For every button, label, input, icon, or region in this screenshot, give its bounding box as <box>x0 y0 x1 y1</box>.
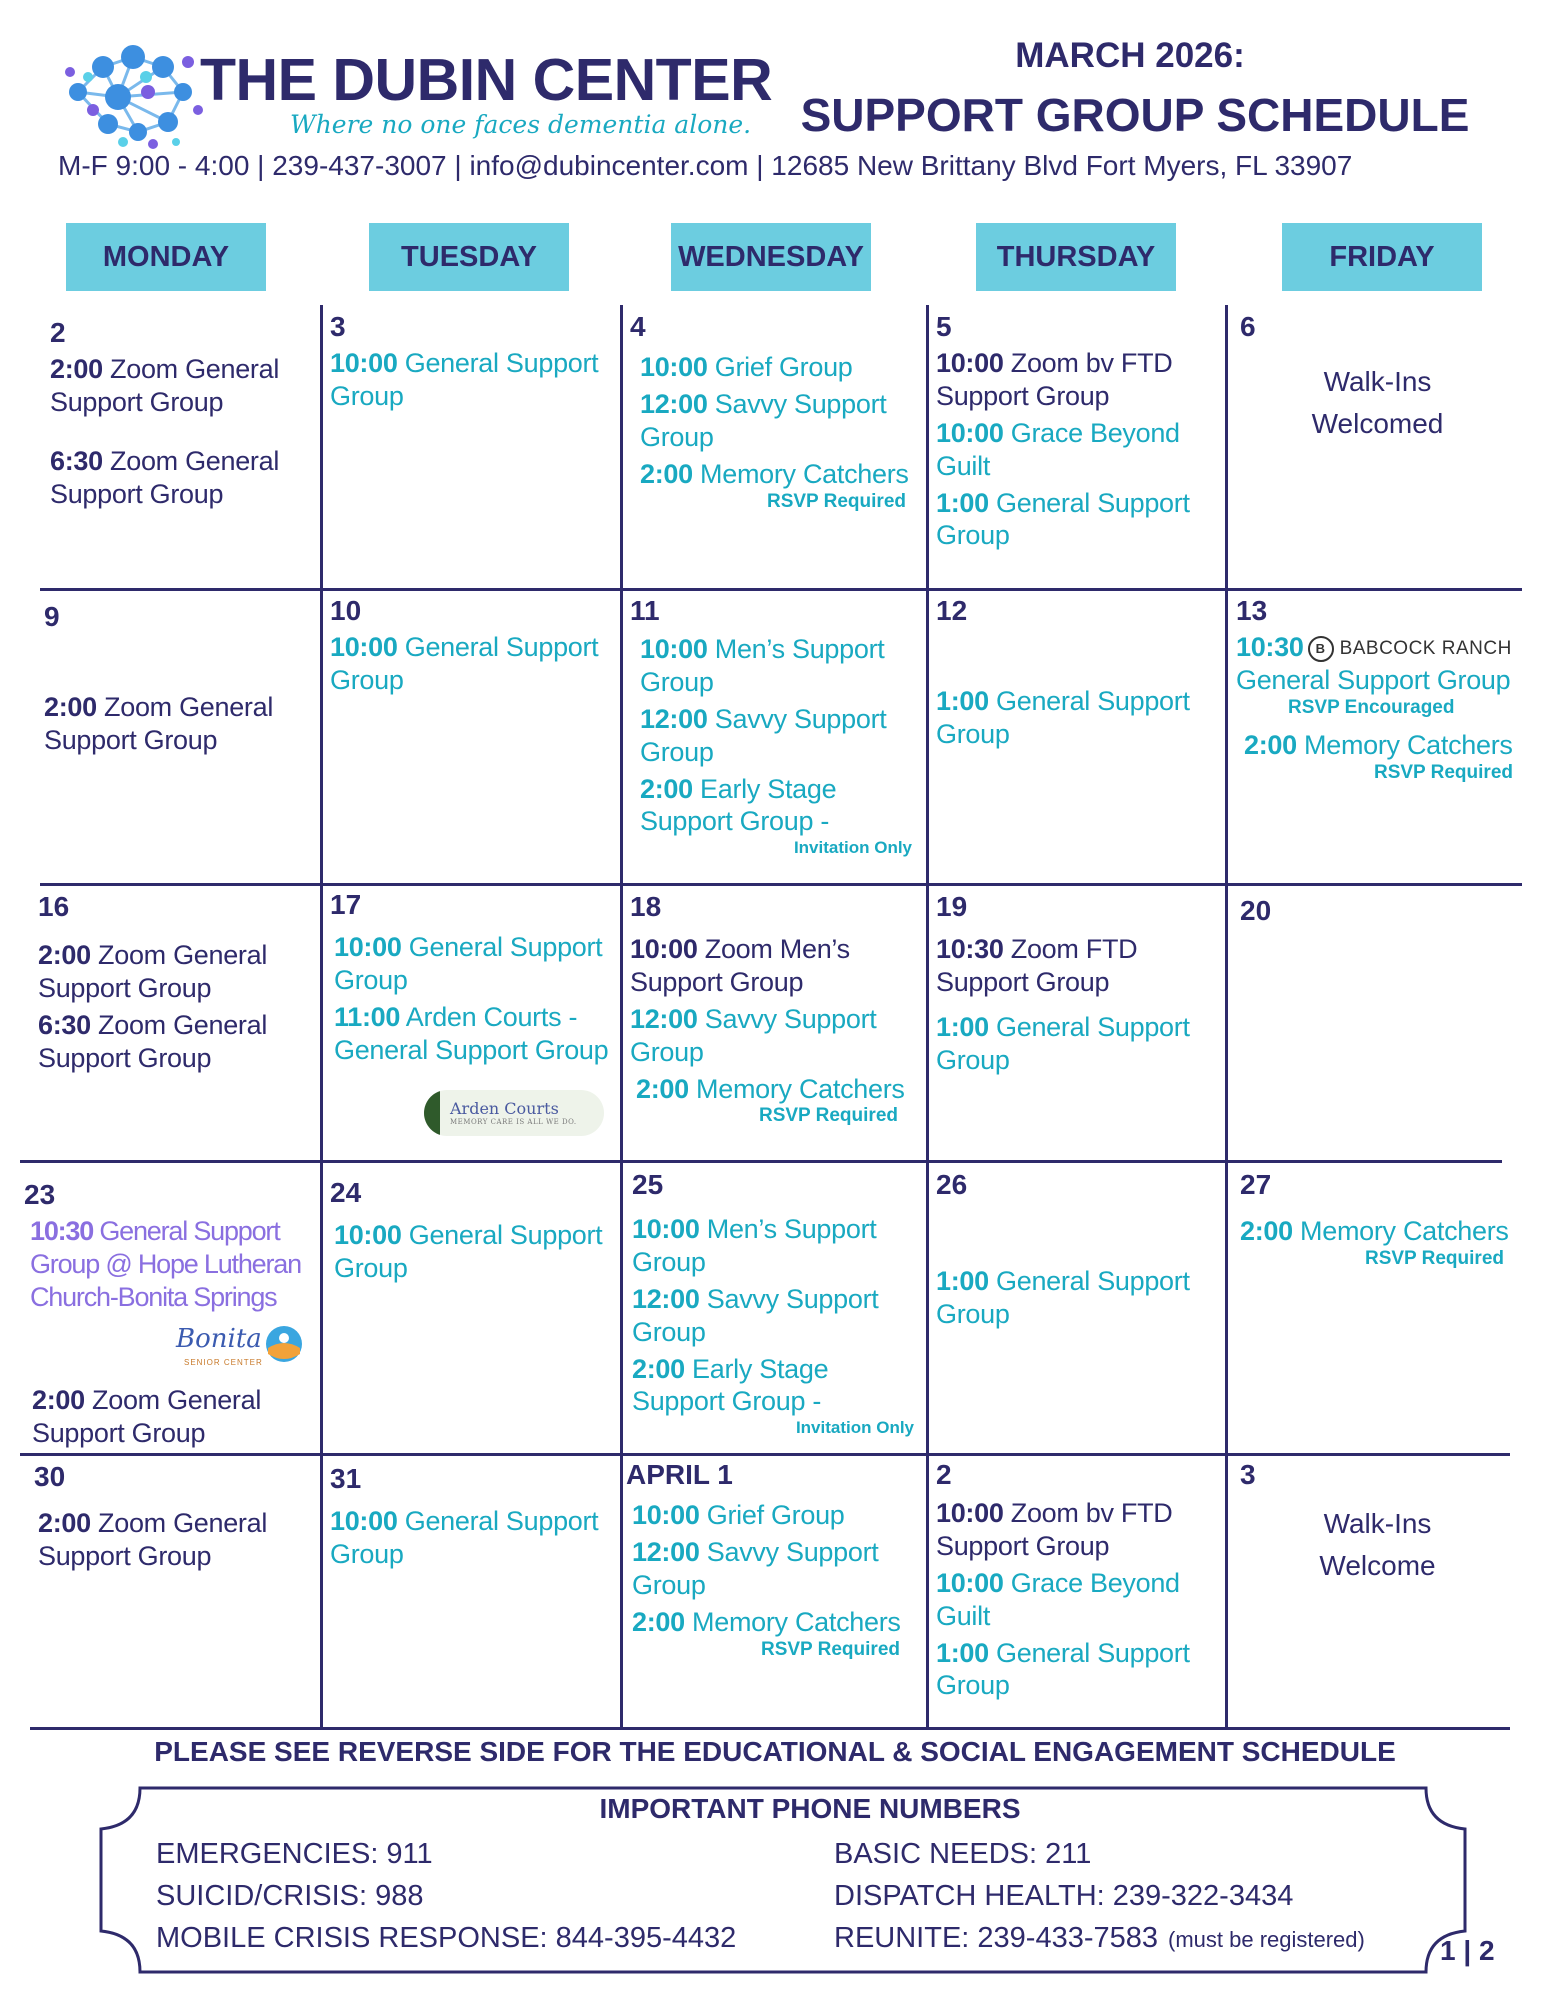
walk-ins-note: Walk-Ins Welcome <box>1319 1507 1436 1581</box>
event: 10:00 Zoom bv FTD Support Group <box>936 1497 1173 1561</box>
event: 2:00 Zoom General Support Group <box>50 353 280 417</box>
day-cell-mar-3 <box>330 312 615 413</box>
event: 10:00 Zoom bv FTD Support Group <box>936 347 1173 411</box>
event: 12:00 Savvy Support Group <box>640 388 887 452</box>
day-cell-mar-27 <box>1240 1170 1520 1270</box>
day-cell-mar-23 <box>24 1180 314 1450</box>
day-header-tuesday: TUESDAY <box>369 223 569 291</box>
phone-numbers-title: IMPORTANT PHONE NUMBERS <box>599 1793 1021 1824</box>
date-number: 11 <box>630 595 660 626</box>
event: 2:00 Zoom General Support Group <box>38 1507 268 1571</box>
contact-line: M-F 9:00 - 4:00 | 239-437-3007 | info@dubincenter.com | 12685 New Brittany Blvd Fort Myers, FL 33907 <box>58 150 1353 181</box>
event: 2:00 Zoom General Support Group <box>32 1385 262 1448</box>
event: 1:00 General Support Group <box>936 685 1190 749</box>
grid-divider <box>30 1727 1510 1730</box>
rsvp-note: RSVP Required <box>1373 761 1513 783</box>
date-number: APRIL 1 <box>626 1459 733 1490</box>
bonita-senior-center-logo: Bonita SENIOR CENTER <box>176 1320 306 1374</box>
day-header-monday: MONDAY <box>66 223 266 291</box>
day-cell-mar-26 <box>936 1170 1221 1331</box>
tagline: Where no one faces dementia alone. <box>290 110 752 139</box>
date-number: 2 <box>50 317 66 348</box>
event: 2:00 Zoom General Support Group <box>38 939 268 1003</box>
grid-divider <box>926 305 929 1730</box>
date-number: 20 <box>1240 895 1272 926</box>
event: 2:00 Memory Catchers <box>640 458 909 489</box>
day-cell-mar-31 <box>330 1464 617 1571</box>
date-number: 3 <box>1240 1459 1256 1490</box>
day-cell-apr-3 <box>1240 1460 1515 1587</box>
day-cell-mar-20 <box>1240 896 1515 927</box>
date-number: 25 <box>632 1169 664 1200</box>
day-cell-mar-6 <box>1240 312 1515 445</box>
day-cell-apr-1 <box>626 1460 922 1661</box>
day-cell-mar-24 <box>330 1178 617 1285</box>
event: 2:00 Early Stage Support Group - <box>640 773 837 837</box>
phone-suicide-crisis: SUICID/CRISIS: 988 <box>156 1880 424 1912</box>
grid-divider <box>320 305 323 1730</box>
grid-divider <box>620 305 623 1730</box>
event: 11:00 Arden Courts - General Support Group <box>334 1001 609 1065</box>
event: 10:00 Zoom Men’s Support Group <box>630 933 850 997</box>
date-number: 23 <box>24 1179 56 1210</box>
day-cell-mar-9 <box>44 602 314 757</box>
event: 6:30 Zoom General Support Group <box>38 1009 268 1073</box>
day-cell-mar-30 <box>34 1462 314 1573</box>
event: 10:00 General Support Group <box>334 931 603 995</box>
event: 6:30 Zoom General Support Group <box>50 445 280 509</box>
rsvp-note: RSVP Required <box>758 1105 898 1127</box>
event: 1:00 General Support Group <box>936 1637 1190 1701</box>
phone-reunite: REUNITE: 239-433-7583 (must be registered) <box>834 1922 1365 1954</box>
date-number: 10 <box>330 595 362 626</box>
phone-mobile-crisis: MOBILE CRISIS RESPONSE: 844-395-4432 <box>156 1922 737 1954</box>
grid-divider <box>20 1160 1502 1163</box>
org-name: THE DUBIN CENTER <box>200 47 773 113</box>
day-cell-mar-18 <box>630 892 920 1127</box>
event: 12:00 Savvy Support Group <box>632 1283 879 1347</box>
rsvp-note: RSVP Required <box>760 1638 900 1660</box>
phone-emergencies: EMERGENCIES: 911 <box>156 1838 433 1870</box>
babcock-ranch-logo: B BABCOCK RANCH <box>1308 636 1512 662</box>
event: 10:00 General Support Group <box>330 1505 599 1569</box>
arden-courts-tree-logo: Arden Courts MEMORY CARE IS ALL WE DO. <box>424 1090 604 1136</box>
date-number: 9 <box>44 601 60 632</box>
day-cell-apr-2 <box>936 1460 1221 1702</box>
invitation-note: Invitation Only <box>795 1418 914 1438</box>
grid-divider <box>20 1453 1510 1456</box>
day-cell-mar-4 <box>630 312 920 513</box>
day-cell-mar-12 <box>936 596 1221 751</box>
date-number: 19 <box>936 891 968 922</box>
invitation-note: Invitation Only <box>793 838 912 858</box>
day-cell-mar-13 <box>1236 596 1521 784</box>
date-number: 4 <box>630 311 646 342</box>
date-number: 30 <box>34 1461 66 1492</box>
event: 2:00 Memory Catchers <box>632 1606 901 1637</box>
event: 10:00 Men’s Support Group <box>632 1213 877 1277</box>
event: 10:00 General Support Group <box>334 1219 603 1283</box>
date-number: 13 <box>1236 595 1268 626</box>
date-number: 31 <box>330 1463 362 1494</box>
event: 2:00 Zoom General Support Group <box>44 691 274 755</box>
phone-dispatch-health: DISPATCH HEALTH: 239-322-3434 <box>834 1880 1294 1912</box>
grid-divider <box>40 588 1522 591</box>
day-cell-mar-5 <box>936 312 1221 552</box>
grid-divider <box>1225 305 1228 1730</box>
rsvp-note: RSVP Encouraged <box>1288 696 1455 718</box>
day-header-wednesday: WEDNESDAY <box>671 223 871 291</box>
walk-ins-note: Walk-Ins Welcomed <box>1311 365 1444 439</box>
rsvp-note: RSVP Required <box>766 490 906 512</box>
date-number: 2 <box>936 1459 952 1490</box>
date-number: 12 <box>936 595 968 626</box>
event: 1:00 General Support Group <box>936 1011 1190 1075</box>
date-number: 16 <box>38 891 70 922</box>
event: 10:00 Grief Group <box>632 1499 845 1530</box>
page-indicator: 1 | 2 <box>1440 1935 1495 1966</box>
brain-network-logo-icon <box>58 32 208 150</box>
date-number: 18 <box>630 891 662 922</box>
date-number: 24 <box>330 1177 362 1208</box>
day-cell-mar-19 <box>936 892 1221 1077</box>
event: 12:00 Savvy Support Group <box>640 703 887 767</box>
event: 2:00 Memory Catchers <box>636 1073 905 1104</box>
event: 10:00 Grief Group <box>640 351 853 382</box>
day-cell-mar-10 <box>330 596 615 697</box>
event: 12:00 Savvy Support Group <box>632 1536 879 1600</box>
event: 2:00 Memory Catchers <box>1240 1215 1509 1246</box>
event: 10:00 Men’s Support Group <box>640 633 885 697</box>
grid-divider <box>40 883 1522 886</box>
day-cell-mar-25 <box>632 1170 922 1438</box>
date-number: 27 <box>1240 1169 1272 1200</box>
day-header-thursday: THURSDAY <box>976 223 1176 291</box>
day-cell-mar-11 <box>630 596 920 858</box>
day-cell-mar-2 <box>50 318 310 511</box>
event: 10:30 B BABCOCK RANCH General Support Group <box>1236 631 1512 695</box>
schedule-month: MARCH 2026: <box>1015 36 1245 75</box>
event: 2:00 Early Stage Support Group - <box>632 1353 829 1417</box>
rsvp-note: RSVP Required <box>1364 1247 1504 1269</box>
event: 10:00 General Support Group <box>330 631 599 695</box>
reverse-side-note: PLEASE SEE REVERSE SIDE FOR THE EDUCATIONAL & SOCIAL ENGAGEMENT SCHEDULE <box>154 1736 1396 1767</box>
event: 1:00 General Support Group <box>936 487 1190 551</box>
date-number: 3 <box>330 311 346 342</box>
page-title: SUPPORT GROUP SCHEDULE <box>800 89 1470 141</box>
date-number: 17 <box>330 889 362 920</box>
event: 10:30 Zoom FTD Support Group <box>936 933 1138 997</box>
date-number: 26 <box>936 1169 968 1200</box>
event: 1:00 General Support Group <box>936 1265 1190 1329</box>
day-header-friday: FRIDAY <box>1282 223 1482 291</box>
day-cell-mar-16 <box>38 892 314 1075</box>
date-number: 5 <box>936 311 952 342</box>
event: 10:00 General Support Group <box>330 347 599 411</box>
event: 2:00 Memory Catchers <box>1244 729 1513 760</box>
event: 10:00 Grace Beyond Guilt <box>936 1567 1180 1631</box>
phone-basic-needs: BASIC NEEDS: 211 <box>834 1838 1092 1870</box>
event: 12:00 Savvy Support Group <box>630 1003 877 1067</box>
date-number: 6 <box>1240 311 1256 342</box>
event: 10:00 Grace Beyond Guilt <box>936 417 1180 481</box>
event: 10:30 General Support Group @ Hope Lutheran Church-Bonita Springs <box>30 1215 301 1312</box>
day-cell-mar-17 <box>330 890 617 1152</box>
